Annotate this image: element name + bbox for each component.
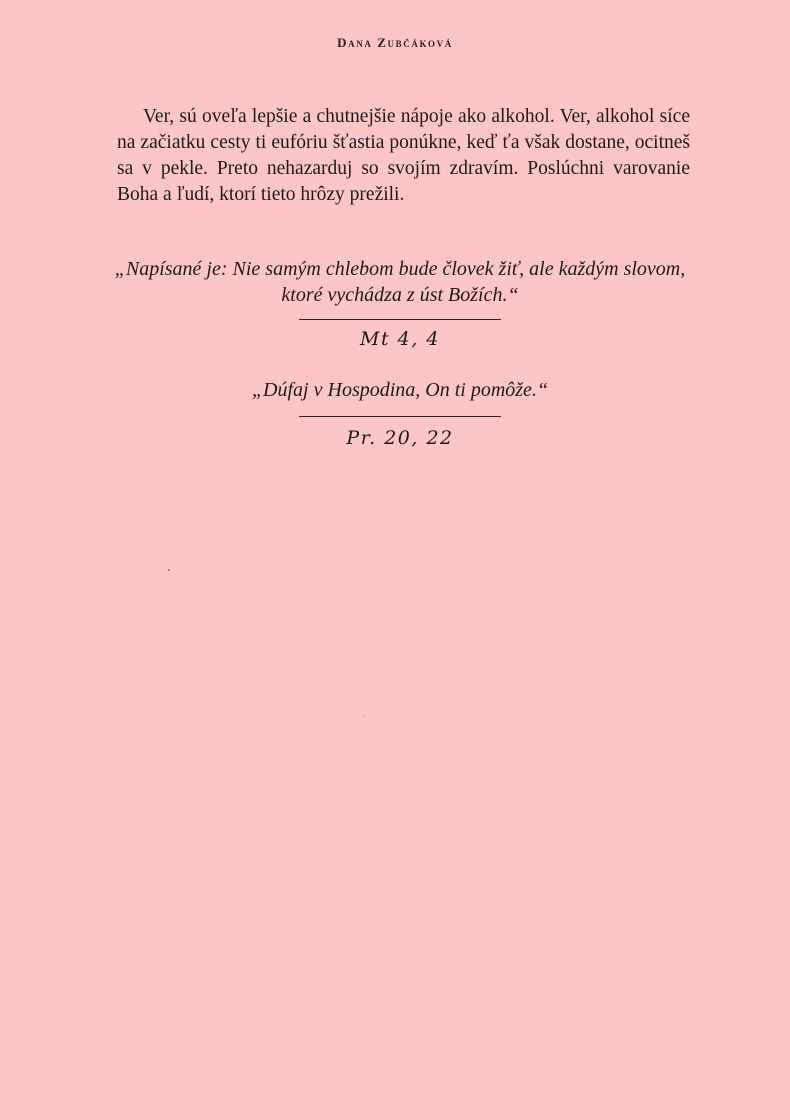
running-header-author: Dana Zubčáková	[337, 35, 453, 50]
quote-divider-1	[299, 319, 501, 320]
paragraph-text: Ver, sú oveľa lepšie a chutnejšie nápoje ako alkohol. Ver, alkohol síce na začiatku cesty ti eufóriu šťastia ponúkne, keď ťa však dostane, ocitneš sa v pekle. Preto nehazarduj so svojím zdravím. Poslúchni varovanie Boha a ľudí, ktorí tieto hrôzy prežili.	[117, 106, 690, 205]
paper-speck	[168, 569, 170, 571]
bible-quote-1: „Napísané je: Nie samým chlebom bude človek žiť, ale každým slovom, ktoré vychádza z úst Božích.“	[114, 258, 686, 306]
bible-reference-2: Pr. 20, 22	[346, 427, 454, 449]
bible-reference-1: Mt 4, 4	[360, 328, 440, 350]
paper-speck	[364, 716, 365, 717]
quote-divider-2	[299, 416, 501, 417]
bible-quote-2: „Dúfaj v Hospodina, On ti pomôže.“	[251, 379, 549, 401]
body-paragraph	[117, 104, 690, 208]
